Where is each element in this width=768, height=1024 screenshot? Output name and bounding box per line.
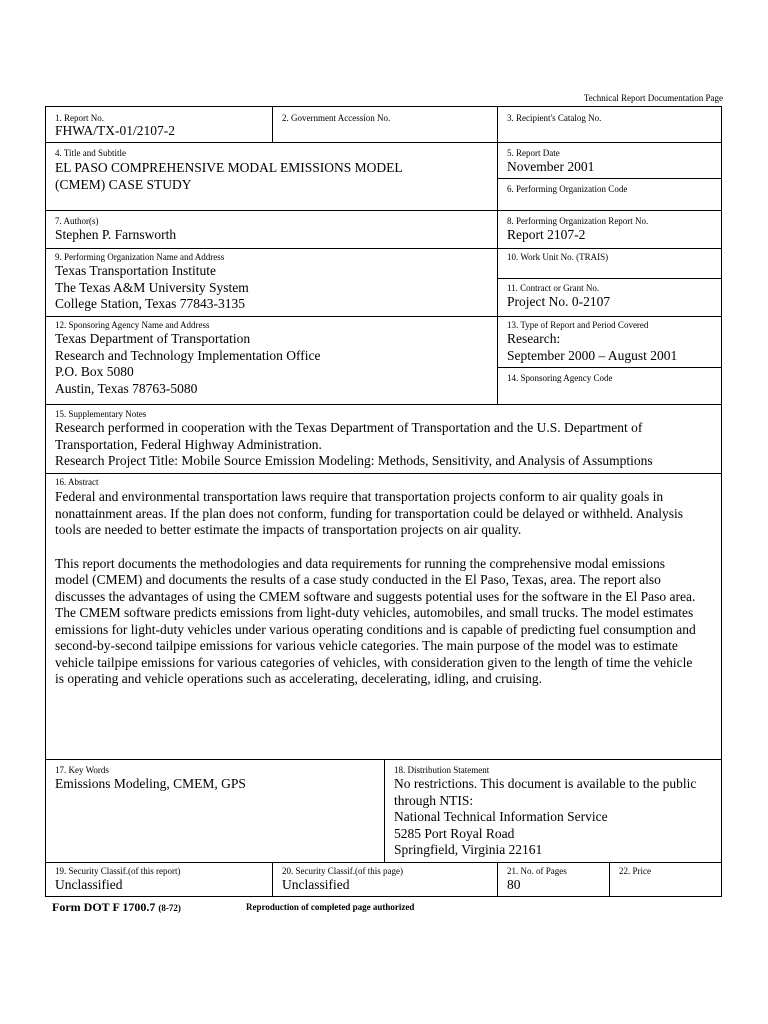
work-unit-label: 10. Work Unit No. (TRAIS) — [507, 252, 609, 262]
contract-label: 11. Contract or Grant No. — [507, 283, 600, 293]
report-type-label: 13. Type of Report and Period Covered — [507, 320, 649, 330]
perf-org-report-label: 8. Performing Organization Report No. — [507, 216, 649, 226]
sec-page-value: Unclassified — [282, 877, 350, 892]
key-words-value: Emissions Modeling, CMEM, GPS — [55, 776, 246, 791]
supp-notes-label: 15. Supplementary Notes — [55, 409, 147, 419]
perf-org-report-value: Report 2107-2 — [507, 227, 586, 242]
gov-accession-label: 2. Government Accession No. — [282, 113, 391, 123]
abstract-text: Federal and environmental transportation laws require that transportation projects conform to air quality goals in nonattainment areas. If the plan does not conform, funding for transportation could be delayed or withheld. Analysis tools are needed to better estimate the impacts of transportation projects on air quality. This report documents the methodologies and data requirements for running the comprehensive modal emissions model (CMEM) and documents the results of a case study conducted in the El Paso, Texas, area. The report also discusses the advantages of using the CMEM software and suggests potential uses for the software in the El Paso area. The CMEM software predicts emissions from light-duty vehicles, automobiles, and small trucks. The model estimates emissions for light-duty vehicles under various operating conditions and is capable of predicting fuel consumption and second-by-second tailpipe emissions for various vehicle categories. The main purpose of the model was to estimate vehicle tailpipe emissions for various categories of vehicles, with consideration given to the length of time the vehicle is operating and vehicle operations such as accelerating, decelerating, idling, and cruising. — [55, 489, 696, 686]
report-date-label: 5. Report Date — [507, 148, 560, 158]
pages-label: 21. No. of Pages — [507, 866, 567, 876]
report-date-value: November 2001 — [507, 159, 595, 174]
perf-org-code-label: 6. Performing Organization Code — [507, 184, 628, 194]
report-form-table — [45, 106, 722, 897]
reproduction-note: Reproduction of completed page authorized — [246, 902, 415, 912]
perf-org-name-value: Texas Transportation Institute The Texas A&M University System College Station, Texas 77843-3135 — [55, 263, 249, 311]
title-label: 4. Title and Subtitle — [55, 148, 127, 158]
sponsor-code-label: 14. Sponsoring Agency Code — [507, 373, 613, 383]
form-number: Form DOT F 1700.7 (8-72) — [52, 900, 181, 914]
contract-value: Project No. 0-2107 — [507, 294, 611, 309]
distribution-value: No restrictions. This document is available to the public through NTIS: National Technical Information Service 5285 Port Royal Road Springfield, Virginia 22161 — [394, 776, 697, 857]
distribution-label: 18. Distribution Statement — [394, 765, 490, 775]
sec-page-label: 20. Security Classif.(of this page) — [282, 866, 403, 876]
report-type-value: Research: September 2000 – August 2001 — [507, 331, 678, 363]
authors-value: Stephen P. Farnsworth — [55, 227, 177, 242]
sponsor-label: 12. Sponsoring Agency Name and Address — [55, 320, 210, 330]
report-no-label: 1. Report No. — [55, 113, 104, 123]
form-header: Technical Report Documentation Page — [583, 93, 723, 103]
price-label: 22. Price — [619, 866, 651, 876]
key-words-label: 17. Key Words — [55, 765, 109, 775]
sec-report-value: Unclassified — [55, 877, 123, 892]
recipient-catalog-label: 3. Recipient's Catalog No. — [507, 113, 602, 123]
report-no-value: FHWA/TX-01/2107-2 — [55, 123, 175, 138]
pages-value: 80 — [507, 877, 521, 892]
authors-label: 7. Author(s) — [55, 216, 99, 226]
abstract-label: 16. Abstract — [55, 477, 99, 487]
supp-notes-text: Research performed in cooperation with the Texas Department of Transportation and the U.S. Department of Transportation, Federal Highway Administration. Research Project Title: Mobile Source Emission Modeling: Methods, Sensitivity, and Analysis of Assumptions — [55, 420, 653, 468]
sponsor-value: Texas Department of Transportation Research and Technology Implementation Office P.O. Box 5080 Austin, Texas 78763-5080 — [55, 331, 321, 396]
title-value: EL PASO COMPREHENSIVE MODAL EMISSIONS MODEL (CMEM) CASE STUDY — [55, 160, 403, 192]
perf-org-name-label: 9. Performing Organization Name and Address — [55, 252, 225, 262]
sec-report-label: 19. Security Classif.(of this report) — [55, 866, 181, 876]
